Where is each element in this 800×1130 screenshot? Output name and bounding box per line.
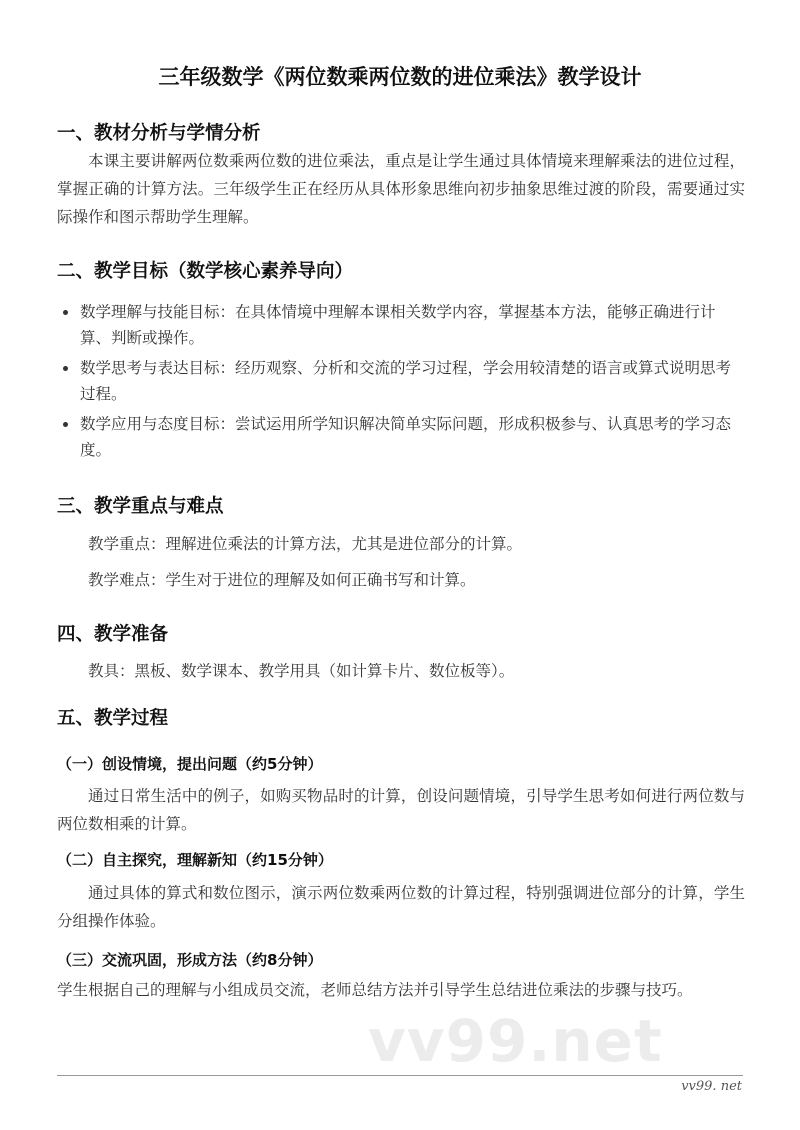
section-heading-4: 四、教学准备	[57, 624, 169, 645]
step-2-body: 通过具体的算式和数位图示，演示两位数乘两位数的计算过程，特别强调进位部分的计算，学生分组操作体验。	[57, 884, 745, 930]
section-4-body: 教具：黑板、数学课本、教学用具（如计算卡片、数位板等）。	[88, 662, 515, 680]
list-item	[57, 355, 745, 407]
bullet-icon	[63, 366, 68, 371]
list-item	[57, 411, 745, 463]
bullet-icon	[63, 310, 68, 315]
step-2-title: （二）自主探究，理解新知（约15分钟）	[57, 851, 333, 869]
list-item	[57, 299, 745, 351]
step-3-body: 学生根据自己的理解与小组成员交流，老师总结方法并引导学生总结进位乘法的步骤与技巧。	[57, 981, 693, 999]
page-title: 三年级数学《两位数乘两位数的进位乘法》教学设计	[158, 65, 642, 89]
bullet-icon	[63, 422, 68, 427]
step-3-title: （三）交流巩固，形成方法（约8分钟）	[57, 951, 323, 969]
key-point: 教学重点：理解进位乘法的计算方法，尤其是进位部分的计算。	[88, 535, 523, 553]
section-heading-5: 五、教学过程	[57, 708, 169, 729]
section-1-body: 本课主要讲解两位数乘两位数的进位乘法，重点是让学生通过具体情境来理解乘法的进位过程，掌握正确的计算方法。三年级学生正在经历从具体形象思维向初步抽象思维过渡的阶段，需要通过实际操作和图示帮助学生理解。	[57, 152, 745, 226]
section-heading-1: 一、教材分析与学情分析	[57, 123, 261, 144]
step-1-body: 通过日常生活中的例子，如购买物品时的计算，创设问题情境，引导学生思考如何进行两位数与两位数相乘的计算。	[57, 787, 745, 833]
footer-text: vv99. net	[681, 1079, 742, 1094]
section-heading-3: 三、教学重点与难点	[57, 496, 224, 517]
list-item-text: 数学思考与表达目标：经历观察、分析和交流的学习过程，学会用较清楚的语言或算式说明思考过程。	[80, 359, 732, 403]
watermark: vv99.net	[368, 1007, 663, 1075]
section-heading-2: 二、教学目标（数学核心素养导向）	[57, 261, 354, 282]
list-item-text: 数学应用与态度目标：尝试运用所学知识解决简单实际问题，形成积极参与、认真思考的学习态度。	[80, 415, 732, 459]
list-item-text: 数学理解与技能目标：在具体情境中理解本课相关数学内容，掌握基本方法，能够正确进行计算、判断或操作。	[80, 303, 716, 347]
step-1-title: （一）创设情境，提出问题（约5分钟）	[57, 755, 323, 773]
difficulty: 教学难点：学生对于进位的理解及如何正确书写和计算。	[88, 571, 476, 589]
footer-divider	[57, 1075, 743, 1076]
objectives-list	[57, 299, 745, 463]
